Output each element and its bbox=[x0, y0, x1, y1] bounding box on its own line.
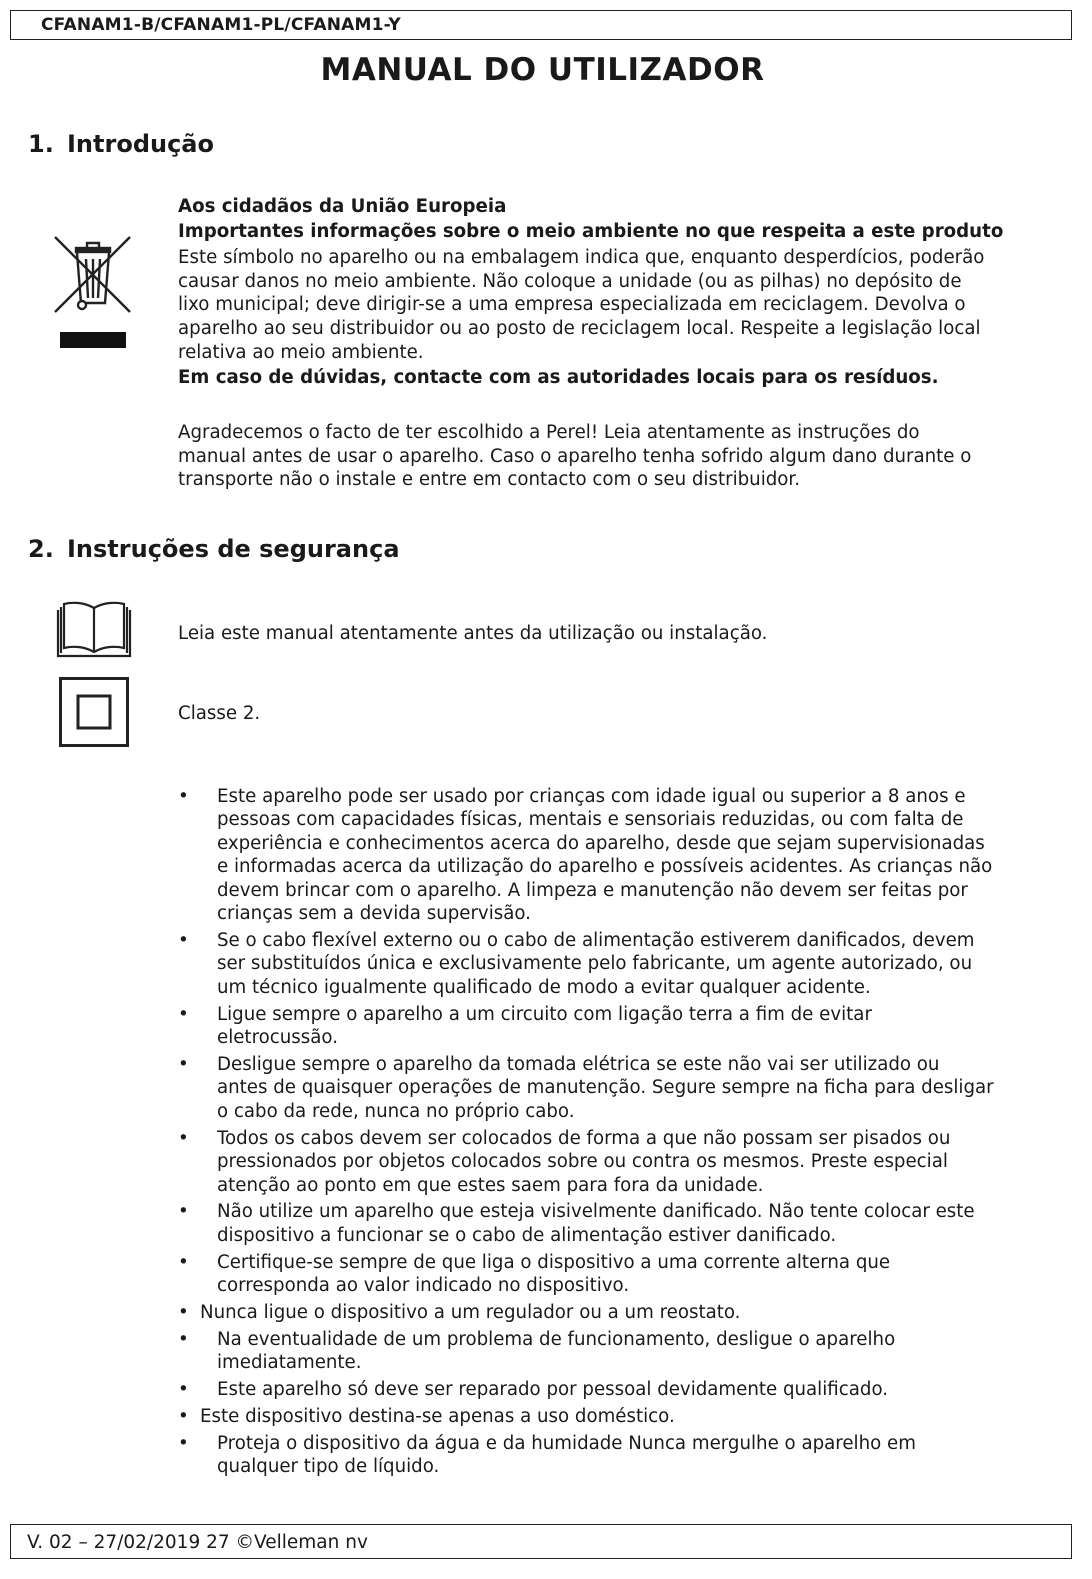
bullet-line: eletrocussão. bbox=[217, 1027, 338, 1049]
bullet-line: Nunca ligue o dispositivo a um regulador ou a um reostato. bbox=[200, 1302, 741, 1324]
doubts-note: Em caso de dúvidas, contacte com as autoridades locais para os resíduos. bbox=[178, 367, 939, 388]
bullet-line: Este aparelho pode ser usado por crianças com idade igual ou superior a 8 anos e bbox=[217, 786, 966, 807]
thanks-line: transporte não o instale e entre em contacto com o seu distribuidor. bbox=[178, 469, 801, 491]
bullet-line: Proteja o dispositivo da água e da humidade Nunca mergulhe o aparelho em bbox=[217, 1433, 916, 1455]
bullet-line: dispositivo a funcionar se o cabo de alimentação estiver danificado. bbox=[217, 1224, 837, 1246]
section-2-heading bbox=[28, 535, 400, 563]
environment-line: Este símbolo no aparelho ou na embalagem indica que, enquanto desperdícios, poderão bbox=[178, 247, 985, 268]
list-item bbox=[178, 785, 1058, 925]
bullet-line: imediatamente. bbox=[217, 1352, 362, 1374]
bullet-line: Certifique-se sempre de que liga o dispositivo a uma corrente alterna que bbox=[217, 1251, 891, 1273]
bullet-line: atenção ao ponto em que estes saem para fora da unidade. bbox=[217, 1174, 764, 1196]
bullet-line: um técnico igualmente qualificado de modo a evitar qualquer acidente. bbox=[217, 976, 871, 998]
environment-line: aparelho ao seu distribuidor ou ao posto de reciclagem local. Respeite a legislação local bbox=[178, 318, 981, 340]
read-manual-text: Leia este manual atentamente antes da utilização ou instalação. bbox=[178, 623, 768, 644]
list-item bbox=[178, 1378, 1058, 1401]
thanks-line: manual antes de usar o aparelho. Caso o aparelho tenha sofrido algum dano durante o bbox=[178, 445, 972, 467]
bullet-dot: • bbox=[178, 1302, 189, 1324]
bullet-line: e informadas acerca da utilização do aparelho e possíveis acidentes. As crianças não bbox=[217, 856, 993, 878]
bullet-line: Na eventualidade de um problema de funcionamento, desligue o aparelho bbox=[217, 1328, 896, 1350]
section-1-title: Introdução bbox=[67, 130, 214, 158]
list-item bbox=[178, 1200, 1058, 1247]
bullet-line: Este aparelho só deve ser reparado por pessoal devidamente qualificado. bbox=[217, 1379, 889, 1401]
bullet-line: o cabo da rede, nunca no próprio cabo. bbox=[217, 1100, 575, 1122]
list-item bbox=[178, 1432, 1058, 1479]
section-2-number: 2. bbox=[28, 535, 54, 563]
class-2-text: Classe 2. bbox=[178, 703, 261, 724]
header-box bbox=[10, 10, 1072, 40]
list-item bbox=[178, 1405, 1058, 1428]
read-manual-book-icon bbox=[56, 598, 132, 658]
environment-line: relativa ao meio ambiente. bbox=[178, 341, 424, 363]
environment-line: causar danos no meio ambiente. Não coloque a unidade (ou as pilhas) no depósito de bbox=[178, 270, 962, 292]
list-item bbox=[178, 1251, 1058, 1298]
bullet-dot: • bbox=[178, 1328, 189, 1350]
list-item bbox=[178, 1003, 1058, 1050]
bullet-line: corresponda ao valor indicado no dispositivo. bbox=[217, 1275, 630, 1297]
bullet-line: Este dispositivo destina-se apenas a uso doméstico. bbox=[200, 1406, 675, 1428]
environment-paragraph bbox=[178, 246, 984, 365]
bullet-line: Não utilize um aparelho que esteja visivelmente danificado. Não tente colocar este bbox=[217, 1201, 975, 1223]
bullet-dot: • bbox=[178, 1251, 189, 1273]
thanks-paragraph bbox=[178, 421, 971, 492]
bullet-line: pessoas com capacidades físicas, mentais e sensoriais reduzidas, ou com falta de bbox=[217, 809, 964, 831]
section-2-title: Instruções de segurança bbox=[67, 535, 400, 563]
bullet-dot: • bbox=[178, 1406, 189, 1428]
list-item bbox=[178, 929, 1058, 999]
bullet-dot: • bbox=[178, 929, 189, 951]
bullet-line: ser substituídos única e exclusivamente pelo fabricante, um agente autorizado, ou bbox=[217, 953, 973, 975]
bullet-line: antes de quaisquer operações de manutenção. Segure sempre na ficha para desligar bbox=[217, 1077, 994, 1099]
bullet-line: qualquer tipo de líquido. bbox=[217, 1456, 440, 1478]
class-2-double-insulation-icon bbox=[59, 677, 129, 747]
weee-crossed-bin-icon bbox=[50, 232, 136, 350]
bullet-dot: • bbox=[178, 1201, 189, 1223]
bullet-dot: • bbox=[178, 1053, 189, 1075]
document-title: MANUAL DO UTILIZADOR bbox=[320, 52, 765, 88]
bullet-line: pressionados por objetos colocados sobre ou contra os mesmos. Preste especial bbox=[217, 1151, 948, 1173]
bullet-line: Se o cabo flexível externo ou o cabo de alimentação estiverem danificados, devem bbox=[217, 929, 975, 951]
environment-heading: Importantes informações sobre o meio ambiente no que respeita a este produto bbox=[178, 221, 1004, 242]
thanks-line: Agradecemos o facto de ter escolhido a Perel! Leia atentamente as instruções do bbox=[178, 422, 920, 443]
bullet-dot: • bbox=[178, 1003, 189, 1025]
list-item bbox=[178, 1328, 1058, 1375]
bullet-line: Desligue sempre o aparelho da tomada elétrica se este não vai ser utilizado ou bbox=[217, 1053, 940, 1075]
bullet-dot: • bbox=[178, 1379, 189, 1401]
bullet-line: devem brincar com o aparelho. A limpeza e manutenção não devem ser feitas por bbox=[217, 879, 968, 901]
bullet-line: Todos os cabos devem ser colocados de forma a que não possam ser pisados ou bbox=[217, 1127, 951, 1149]
list-item bbox=[178, 1301, 1058, 1324]
bullet-line: Ligue sempre o aparelho a um circuito com ligação terra a fim de evitar bbox=[217, 1003, 872, 1025]
footer-version-page: V. 02 – 27/02/2019 27 ©Velleman nv bbox=[27, 1532, 368, 1553]
bullet-dot: • bbox=[178, 1433, 189, 1455]
bullet-dot: • bbox=[178, 1127, 189, 1149]
bullet-line: crianças sem a devida supervisão. bbox=[217, 903, 531, 925]
eu-citizens-heading: Aos cidadãos da União Europeia bbox=[178, 196, 507, 217]
list-item bbox=[178, 1053, 1058, 1123]
section-1-number: 1. bbox=[28, 130, 54, 158]
list-item bbox=[178, 1127, 1058, 1197]
section-1-heading bbox=[28, 130, 214, 158]
model-codes: CFANAM1-B/CFANAM1-PL/CFANAM1-Y bbox=[41, 15, 401, 35]
bullet-dot: • bbox=[178, 786, 189, 807]
environment-line: lixo municipal; deve dirigir-se a uma empresa especializada em reciclagem. Devolva o bbox=[178, 294, 966, 316]
footer-box bbox=[10, 1524, 1072, 1559]
safety-bullet-list bbox=[178, 785, 1058, 1482]
bullet-line: experiência e conhecimentos acerca do aparelho, desde que sejam supervisionadas bbox=[217, 832, 985, 854]
